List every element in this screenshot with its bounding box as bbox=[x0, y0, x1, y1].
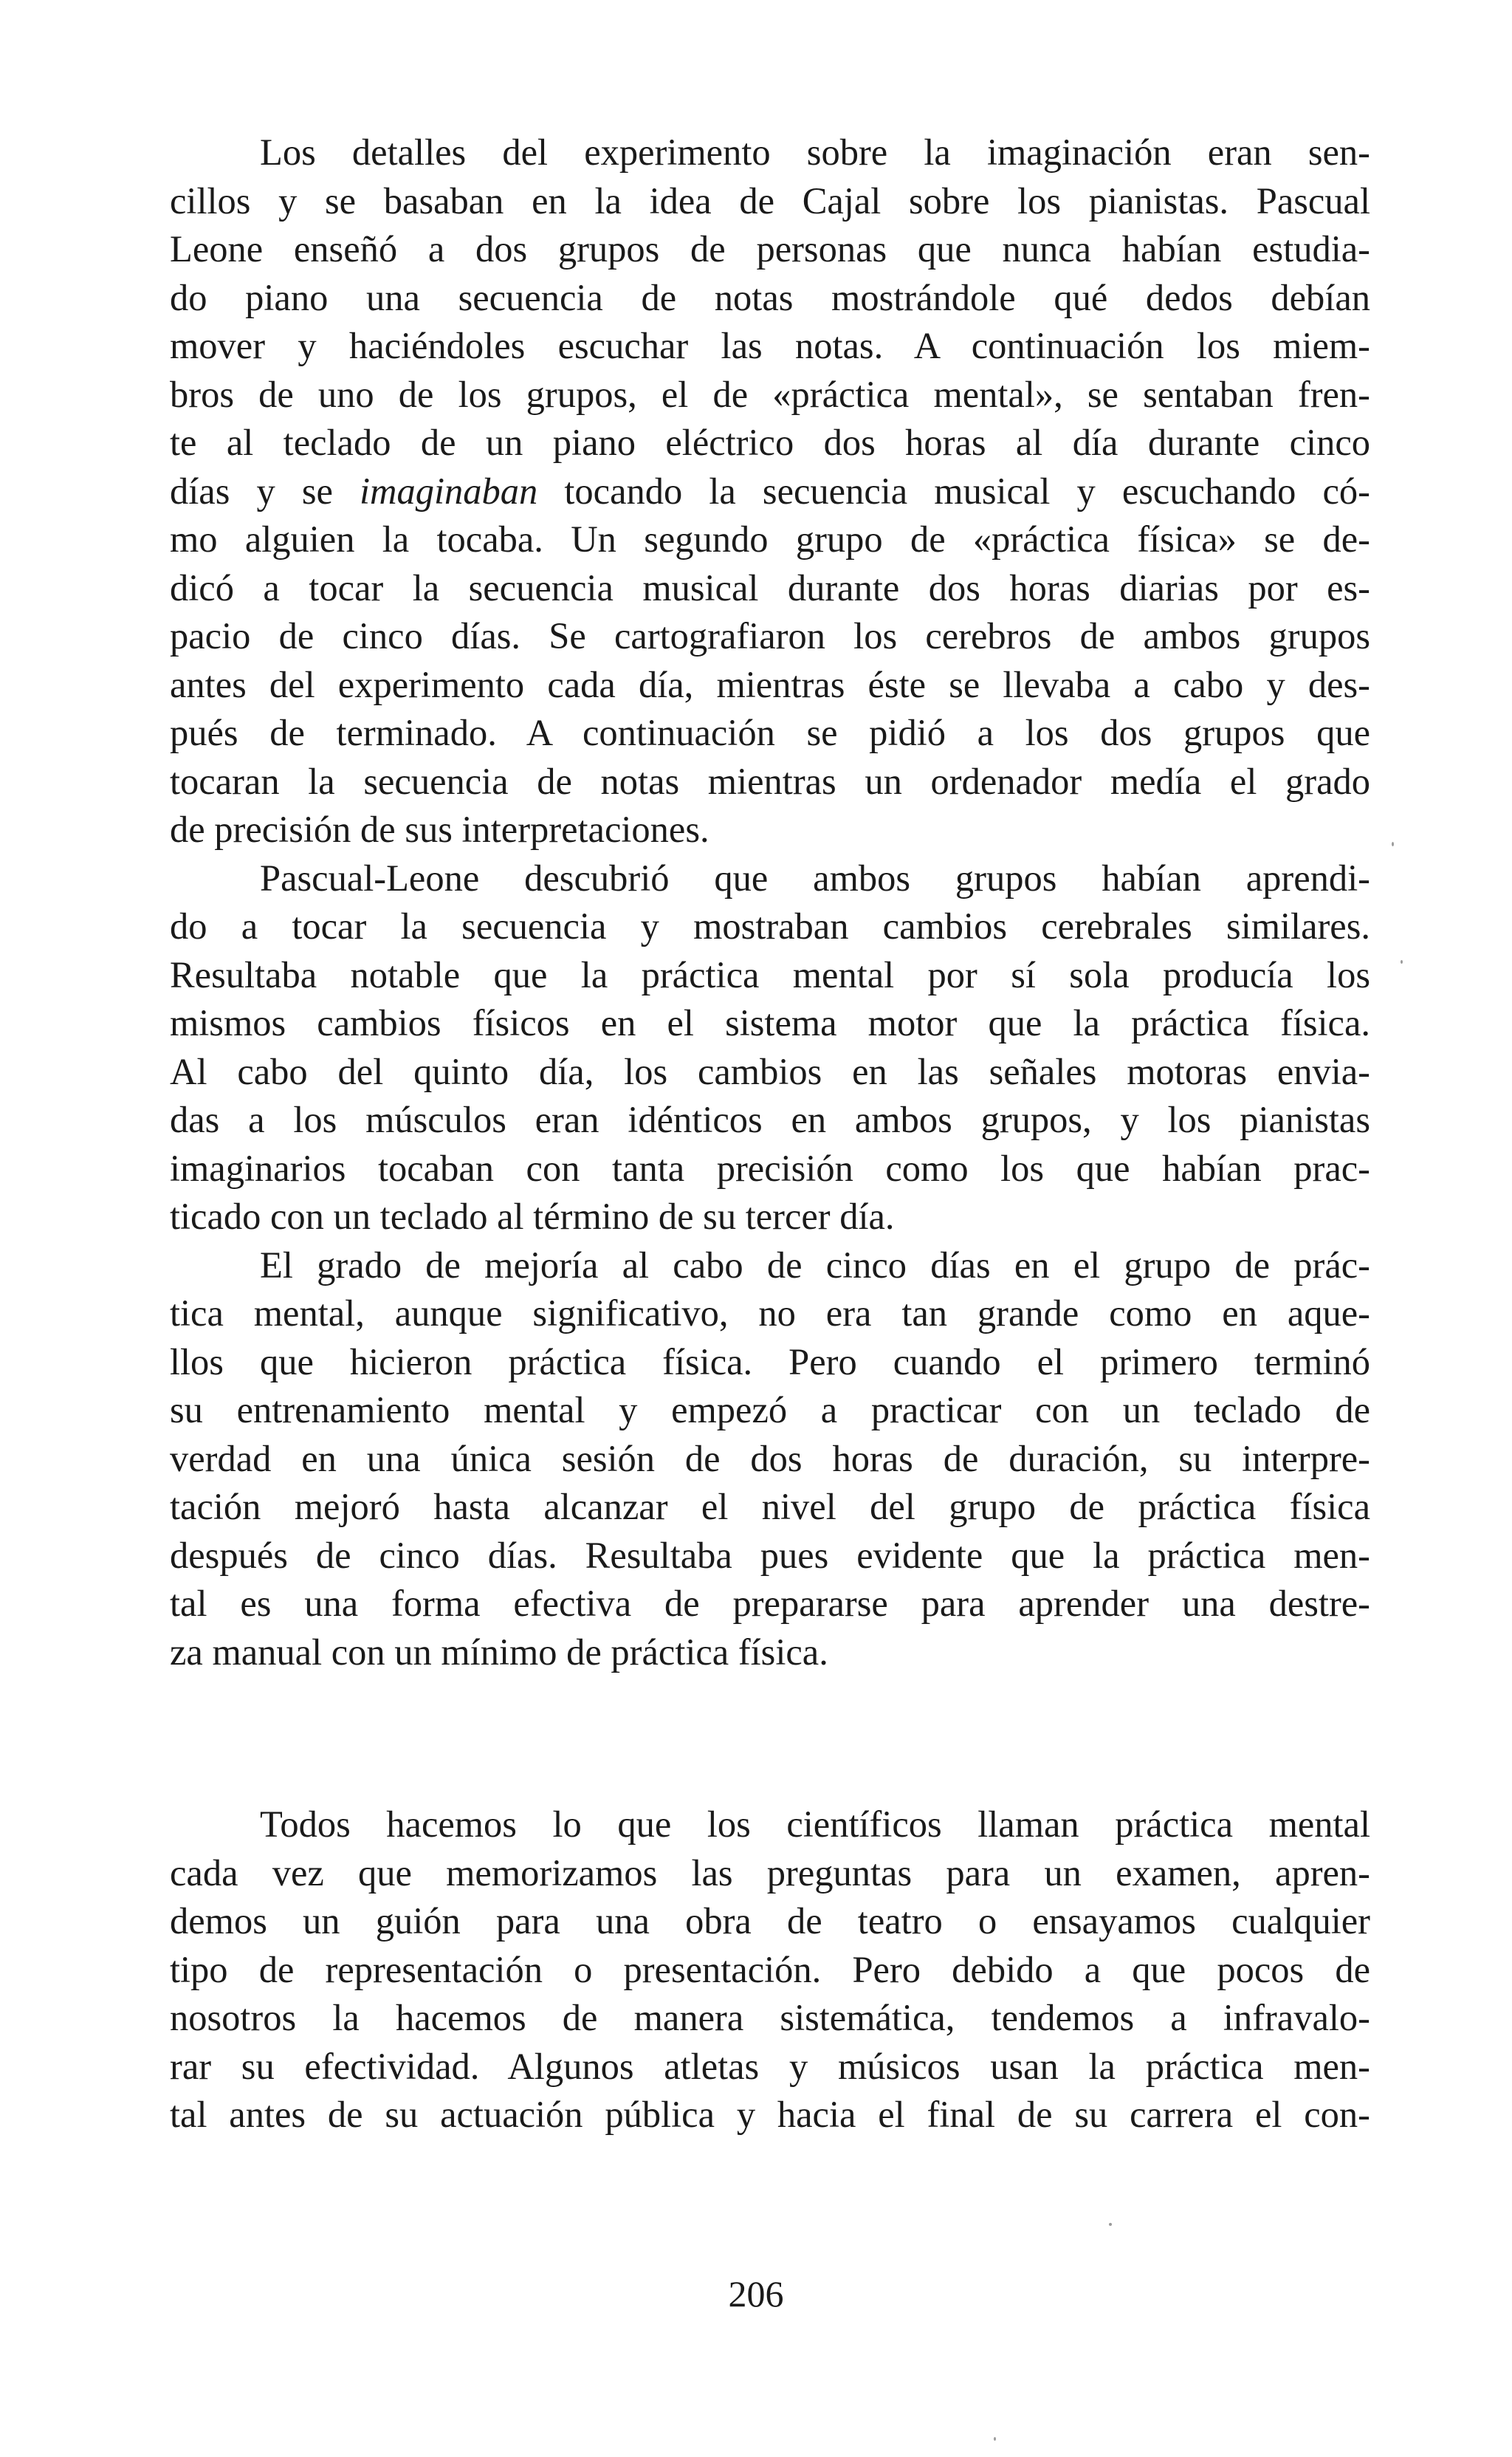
text-line: Todos hacemos lo que los científicos llaman práctica mental bbox=[260, 1803, 1370, 1845]
paragraph bbox=[170, 1800, 1370, 2139]
scan-speck bbox=[1392, 842, 1394, 846]
text-line: za manual con un mínimo de práctica física. bbox=[170, 1631, 828, 1673]
section-text-block bbox=[170, 1800, 1370, 2139]
text-line: bros de uno de los grupos, el de «práctica mental», se sentaban fren- bbox=[170, 373, 1370, 415]
text-line: tación mejoró hasta alcanzar el nivel del grupo de práctica física bbox=[170, 1486, 1370, 1527]
text-line: El grado de mejoría al cabo de cinco días en el grupo de prác- bbox=[260, 1244, 1370, 1286]
text-line: después de cinco días. Resultaba pues evidente que la práctica men- bbox=[170, 1534, 1370, 1576]
text-line: mismos cambios físicos en el sistema motor que la práctica física. bbox=[170, 1002, 1370, 1044]
text-line: Resultaba notable que la práctica mental por sí sola producía los bbox=[170, 953, 1370, 996]
text-line: te al teclado de un piano eléctrico dos horas al día durante cinco bbox=[170, 422, 1370, 463]
text-line: verdad en una única sesión de dos horas de duración, su interpre- bbox=[170, 1437, 1370, 1479]
paragraph bbox=[170, 128, 1370, 854]
text-line: pués de terminado. A continuación se pidió a los dos grupos que bbox=[170, 712, 1370, 753]
text-line: das a los músculos eran idénticos en ambos grupos, y los pianistas bbox=[170, 1099, 1370, 1140]
text-line: Los detalles del experimento sobre la imaginación eran sen- bbox=[260, 131, 1370, 173]
text-line: ticado con un teclado al término de su tercer día. bbox=[170, 1196, 895, 1237]
text-line: nosotros la hacemos de manera sistemática, tendemos a infravalo- bbox=[170, 1997, 1370, 2038]
text-line: tal es una forma efectiva de prepararse para aprender una destre- bbox=[170, 1583, 1370, 1624]
text-line: dicó a tocar la secuencia musical durante dos horas diarias por es- bbox=[170, 566, 1370, 609]
text-line: de precisión de sus interpretaciones. bbox=[170, 809, 709, 850]
text-line: Pascual-Leone descubrió que ambos grupos habían aprendi- bbox=[260, 857, 1370, 899]
paragraph bbox=[170, 854, 1370, 1241]
text-line: do a tocar la secuencia y mostraban cambios cerebrales similares. bbox=[170, 905, 1370, 947]
text-line: mo alguien la tocaba. Un segundo grupo de «práctica física» se de- bbox=[170, 518, 1370, 560]
text-line: demos un guión para una obra de teatro o ensayamos cualquier bbox=[170, 1900, 1370, 1942]
text-line: su entrenamiento mental y empezó a practicar con un teclado de bbox=[170, 1389, 1370, 1430]
text-line: tocaran la secuencia de notas mientras un ordenador medía el grado bbox=[170, 760, 1370, 802]
text-line: llos que hicieron práctica física. Pero cuando el primero terminó bbox=[170, 1340, 1370, 1382]
text-line: mover y haciéndoles escuchar las notas. A continuación los miem- bbox=[170, 325, 1370, 366]
text-line: tica mental, aunque significativo, no era tan grande como en aque- bbox=[170, 1292, 1370, 1334]
text-line: cada vez que memorizamos las preguntas para un examen, apren- bbox=[170, 1851, 1370, 1894]
text-line: antes del experimento cada día, mientras éste se llevaba a cabo y des- bbox=[170, 663, 1370, 705]
scan-speck bbox=[1109, 2223, 1112, 2226]
scan-speck bbox=[1401, 960, 1403, 964]
page-number: 206 bbox=[728, 2273, 784, 2314]
text-line: pacio de cinco días. Se cartografiaron los cerebros de ambos grupos bbox=[170, 615, 1370, 657]
text-line: imaginarios tocaban con tanta precisión como los que habían prac- bbox=[170, 1147, 1370, 1189]
text-line: do piano una secuencia de notas mostrándole qué dedos debían bbox=[170, 276, 1370, 318]
scan-speck bbox=[994, 2437, 996, 2441]
text-line: Leone enseñó a dos grupos de personas que nunca habían estudia- bbox=[170, 228, 1370, 270]
main-text-block bbox=[170, 128, 1370, 1676]
text-line: tal antes de su actuación pública y hacia el final de su carrera el con- bbox=[170, 2094, 1370, 2135]
text-line: Al cabo del quinto día, los cambios en las señales motoras envia- bbox=[170, 1050, 1370, 1092]
text-line: rar su efectividad. Algunos atletas y músicos usan la práctica men- bbox=[170, 2045, 1370, 2087]
text-line: tipo de representación o presentación. Pero debido a que pocos de bbox=[170, 1948, 1370, 1990]
text-line: días y se imaginaban tocando la secuencia musical y escuchando có- bbox=[170, 470, 1370, 512]
paragraph bbox=[170, 1241, 1370, 1677]
text-line: cillos y se basaban en la idea de Cajal sobre los pianistas. Pascual bbox=[170, 179, 1370, 222]
